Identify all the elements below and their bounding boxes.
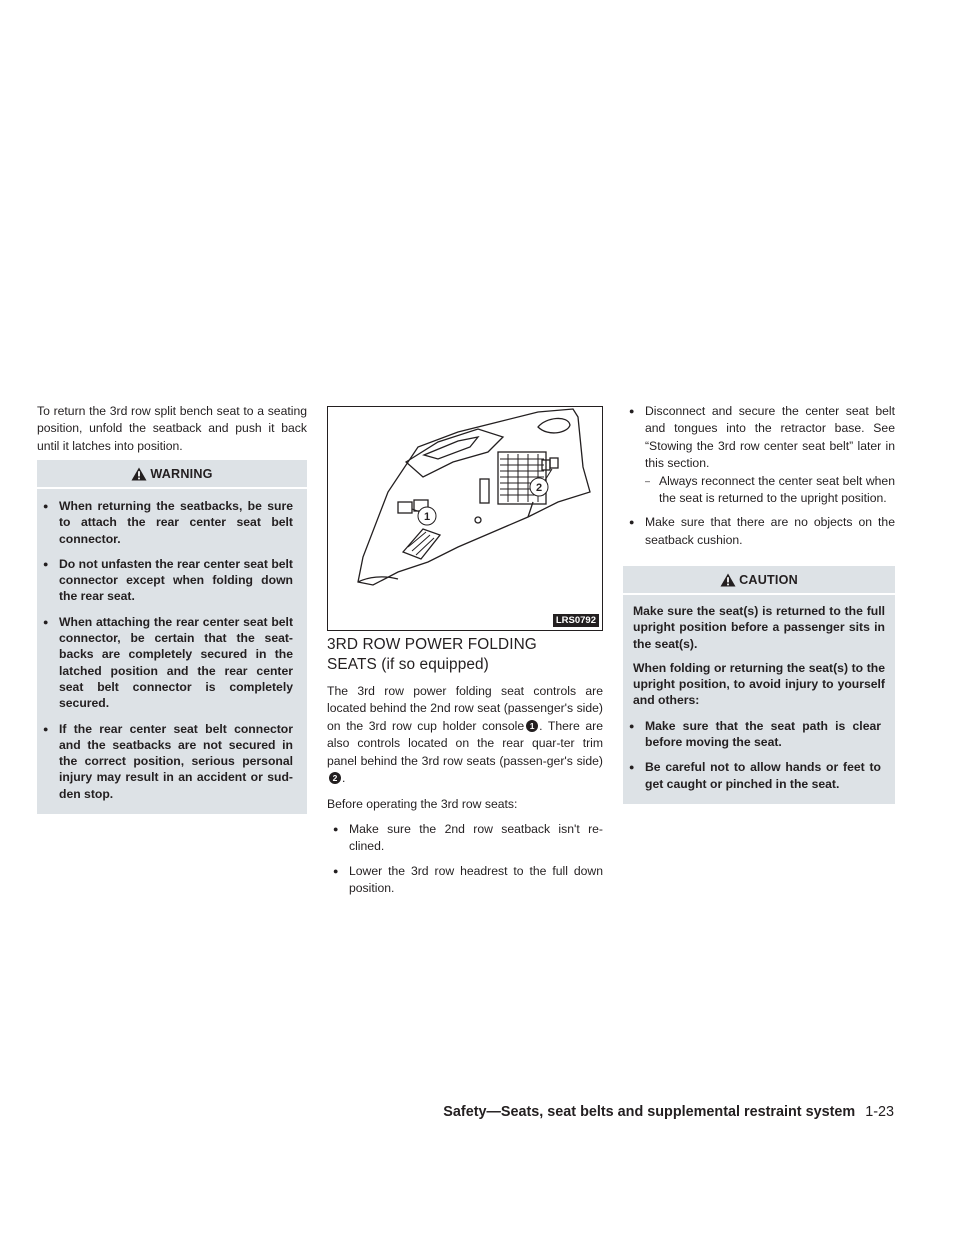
intro-paragraph: To return the 3rd row split bench seat to a seating position, unfold the seatback and push it back until it latches into position. xyxy=(37,404,307,453)
list-item: ● Make sure that there are no objects on the seatback cushion. xyxy=(623,514,895,549)
caution-item: ● Be careful not to allow hands or feet to get caught or pinched in the seat. xyxy=(623,759,881,792)
warning-item: ● When attaching the rear center seat belt connector, be certain that the seat-backs are completely secured in the latched position and the rear center seat belt connector is completely secured. xyxy=(37,614,293,712)
warning-title: WARNING xyxy=(150,466,213,481)
trim-panel-drawing xyxy=(328,407,602,630)
warning-triangle-icon xyxy=(131,467,147,481)
warning-header xyxy=(37,460,307,489)
warning-item: ● When returning the seatbacks, be sure to attach the rear center seat belt connector. xyxy=(37,498,293,547)
circle-number-1: 1 xyxy=(526,720,538,732)
caution-triangle-icon xyxy=(720,573,736,587)
heading-line2: SEATS xyxy=(327,656,377,673)
page-footer xyxy=(443,1104,894,1120)
heading-line1: 3RD ROW POWER FOLDING xyxy=(327,636,537,653)
caution-paragraph: When folding or returning the seat(s) to the upright position, to avoid injury to yourself and others: xyxy=(633,660,885,708)
caution-paragraph: Make sure the seat(s) is returned to the full upright position before a passenger sits in the seat(s). xyxy=(633,604,885,651)
callout-1: 1 xyxy=(423,511,431,523)
caution-item: ● Make sure that the seat path is clear before moving the seat. xyxy=(623,718,881,751)
list-item: ● Lower the 3rd row headrest to the full down position. xyxy=(327,863,603,898)
list-item-text: Disconnect and secure the center seat belt and tongues into the retractor base. See “Stowing the 3rd row center seat belt” later in this section. xyxy=(645,404,895,471)
para-text: . xyxy=(342,771,346,786)
figure-code: LRS0792 xyxy=(553,614,599,627)
warning-item: ● If the rear center seat belt connector and the seatbacks are not secured in the correct position, serious personal injury may result in an accident or sud-den stop. xyxy=(37,721,293,802)
heading-suffix: (if so equipped) xyxy=(381,656,489,673)
footer-section-title: Safety—Seats, seat belts and supplemental restraint system xyxy=(443,1104,856,1120)
caution-list xyxy=(623,718,895,792)
list-item xyxy=(623,403,895,507)
section-body xyxy=(327,683,603,897)
para-text: . There are also controls located on the rear quar-ter trim panel behind the 3rd row seats (passen-ger's side) xyxy=(327,718,603,768)
warning-item: ● Do not unfasten the rear center seat belt connector except when folding down the rear seat. xyxy=(37,556,293,605)
continued-list xyxy=(623,403,895,549)
before-operating-list xyxy=(327,821,603,898)
section-heading xyxy=(327,635,603,675)
sub-list-item: – Always reconnect the center seat belt when the seat is returned to the upright position. xyxy=(645,473,895,508)
caution-box xyxy=(623,566,895,804)
warning-box xyxy=(37,460,307,814)
before-operating-paragraph: Before operating the 3rd row seats: xyxy=(327,797,518,812)
seat-controls-illustration xyxy=(327,406,603,631)
callout-2: 2 xyxy=(535,482,543,494)
controls-paragraph xyxy=(327,683,603,787)
page-number: 1-23 xyxy=(865,1104,894,1120)
caution-title: CAUTION xyxy=(739,572,798,587)
caution-header xyxy=(623,566,895,595)
circle-number-2: 2 xyxy=(329,772,341,784)
para-text: The 3rd row power folding seat controls are located behind the 2nd row seat (passenger's side) on the 3rd row cup holder console xyxy=(327,684,603,733)
sub-list xyxy=(645,473,895,508)
warning-list xyxy=(37,498,307,802)
list-item: ● Make sure the 2nd row seatback isn't re-clined. xyxy=(327,821,603,856)
